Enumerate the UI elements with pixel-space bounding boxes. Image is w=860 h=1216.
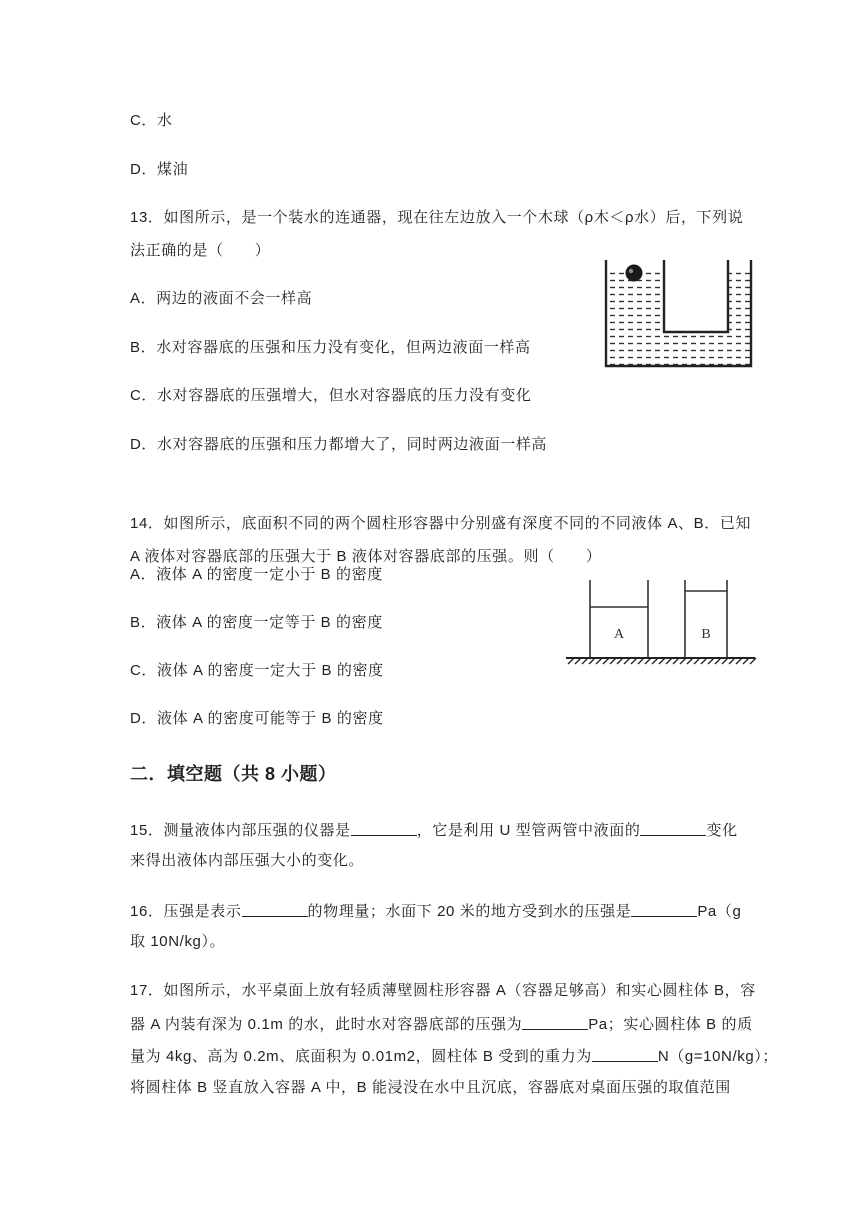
q14-option-c: C．液体 A 的密度一定大于 B 的密度 [130,662,384,679]
q16-blank-1[interactable] [242,901,308,917]
q14-option-a: A．液体 A 的密度一定小于 B 的密度 [130,566,383,583]
q13-stem-line1: 13．如图所示，是一个装水的连通器，现在往左边放入一个木球（ρ木＜ρ水）后，下列说 [130,209,744,226]
section-heading: 二．填空题（共 8 小题） [130,764,337,784]
q17-line1: 17．如图所示，水平桌面上放有轻质薄壁圆柱形容器 A（容器足够高）和实心圆柱体 B，容 [130,982,756,999]
q17-blank-1[interactable] [522,1014,588,1030]
two-containers-figure [560,576,760,668]
q12-option-c: C．水 [130,112,173,129]
q13-option-b: B．水对容器底的压强和压力没有变化，但两边液面一样高 [130,339,531,356]
q13-option-a: A．两边的液面不会一样高 [130,290,313,307]
container-a-label: A [613,627,625,642]
q17-line2: 器 A 内装有深为 0.1m 的水，此时水对容器底部的压强为 Pa；实心圆柱体 B 的质 [130,1016,753,1033]
q13-stem-line2: 法正确的是（ ） [130,242,271,259]
q13-option-d: D．水对容器底的压强和压力都增大了，同时两边液面一样高 [130,436,548,453]
q16-line1: 16．压强是表示 的物理量；水面下 20 米的地方受到水的压强是 Pa（g [130,903,742,920]
q14-stem-line2: A 液体对容器底部的压强大于 B 液体对容器底部的压强。则（ ） [130,548,602,565]
q17-line4: 将圆柱体 B 竖直放入容器 A 中，B 能浸没在水中且沉底，容器底对桌面压强的取值范围 [130,1079,731,1096]
connected-vessel-figure [600,256,760,374]
q17-line3: 量为 4kg、高为 0.2m、底面积为 0.01m2，圆柱体 B 受到的重力为 N（g=10N/kg）； [130,1048,778,1065]
q17-blank-2[interactable] [592,1046,658,1062]
q14-option-d: D．液体 A 的密度可能等于 B 的密度 [130,710,384,727]
q15-blank-2[interactable] [640,820,706,836]
q15-line2: 来得出液体内部压强大小的变化。 [130,852,365,869]
q15-blank-1[interactable] [351,820,417,836]
q16-blank-2[interactable] [631,901,697,917]
q15-line1: 15．测量液体内部压强的仪器是 ，它是利用 U 型管两管中液面的 变化 [130,822,738,839]
q16-line2: 取 10N/kg）。 [130,933,226,950]
wooden-ball [626,265,643,282]
q12-option-d: D．煤油 [130,161,189,178]
container-b-label: B [701,627,711,642]
q14-option-b: B．液体 A 的密度一定等于 B 的密度 [130,614,383,631]
q13-option-c: C．水对容器底的压强增大，但水对容器底的压力没有变化 [130,387,532,404]
q14-stem-line1: 14．如图所示，底面积不同的两个圆柱形容器中分别盛有深度不同的不同液体 A、B．已知 [130,515,752,532]
